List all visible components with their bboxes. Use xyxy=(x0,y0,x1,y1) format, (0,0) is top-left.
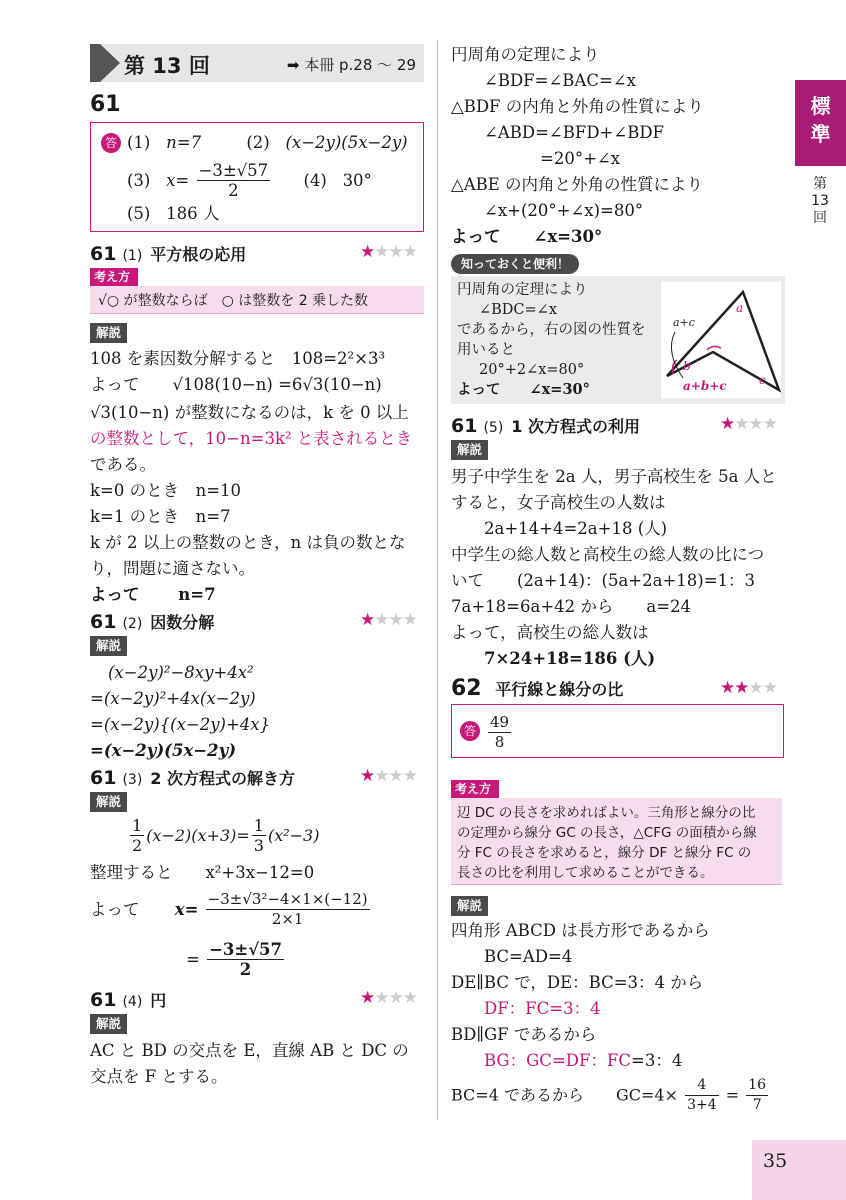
header-lead-block xyxy=(90,44,100,82)
solution-line: すると，女子高校生の人数は xyxy=(451,493,666,512)
solution-line: の整数として，10−n=3k² と表されるとき xyxy=(90,429,413,448)
equation-text: = xyxy=(186,950,200,969)
section-title: 平行線と線分の比 xyxy=(495,680,624,699)
answer-mark: 答 xyxy=(460,721,480,741)
solution-line: BC=AD=4 xyxy=(484,947,573,966)
kaisetsu-label: 解説 xyxy=(90,323,127,343)
section-number: 61 xyxy=(90,989,117,1011)
answer-box-61 xyxy=(90,122,424,232)
hint-band xyxy=(90,286,424,314)
solution-line: =(x−2y){(x−2y)+4x} xyxy=(90,715,271,734)
fraction-denominator: 2 xyxy=(132,836,143,855)
section-title: 円 xyxy=(150,991,167,1010)
solution-line xyxy=(451,1076,770,1115)
hint-band xyxy=(451,798,782,885)
answer-mark: 答 xyxy=(101,133,121,153)
section-61-1-heading xyxy=(90,242,246,265)
level-tab-text: 標 準 xyxy=(810,94,831,146)
equation-text: (x−2)(x+3)= xyxy=(146,826,250,845)
answer-line-1 xyxy=(127,132,408,154)
solution-line: ∠x+(20°+∠x)=80° xyxy=(484,201,644,220)
difficulty-stars: ★★★★ xyxy=(360,988,417,1008)
solution-line: ∠ABD=∠BFD+∠BDF xyxy=(484,123,665,142)
page-number: 35 xyxy=(763,1150,788,1172)
answer-line-3 xyxy=(127,203,219,225)
difficulty-stars: ★★★★ xyxy=(360,610,417,630)
tips-badge: 知っておくと便利！ xyxy=(451,254,579,274)
solution-text: よって xyxy=(90,900,140,919)
equation-line xyxy=(128,816,319,855)
answer-label: (3) xyxy=(127,171,151,190)
section-title: 因数分解 xyxy=(150,613,215,632)
answer-box-62 xyxy=(451,704,784,758)
difficulty-stars: ★★★★ xyxy=(360,766,417,786)
answer-1: n=7 xyxy=(166,133,202,152)
section-61-5-heading xyxy=(451,414,640,437)
solution-line xyxy=(90,402,409,424)
solution-line: 2a+14+4=2a+18 (人) xyxy=(484,519,668,538)
section-part: (1) xyxy=(122,248,143,264)
answer-label: (4) xyxy=(303,171,327,190)
answer-line-2 xyxy=(127,161,372,200)
section-61-2-heading xyxy=(90,610,214,633)
hint-text: 長さの比を利用して求めることができる。 xyxy=(457,865,714,881)
solution-line: よって √108(10−n) =6√3(10−n) xyxy=(90,375,382,394)
equation-text: (x²−3) xyxy=(267,826,320,845)
section-number: 61 xyxy=(90,243,117,265)
solution-line: 108 を素因数分解すると 108=2²×3³ xyxy=(90,349,386,368)
section-number: 61 xyxy=(451,415,478,437)
solution-line: △ABE の内角と外角の性質により xyxy=(451,175,704,194)
solution-line: 交点を F とする。 xyxy=(90,1067,228,1086)
solution-conclusion: よって ∠x=30° xyxy=(451,227,603,246)
solution-line: DF：FC=3：4 xyxy=(484,999,601,1018)
kaisetsu-label: 解説 xyxy=(90,792,127,812)
tips-line: であるから，右の図の性質を xyxy=(457,322,646,338)
section-part: (3) xyxy=(122,772,143,788)
tips-line: 用いると xyxy=(457,342,515,358)
hint-text: 分 FC の長さを求めると，線分 DF と線分 FC の xyxy=(457,845,752,861)
fig-label-sum: a+b+c xyxy=(683,379,727,393)
solution-line: 四角形 ABCD は長方形であるから xyxy=(451,921,710,940)
tips-line: ∠BDC=∠x xyxy=(479,302,558,318)
solution-line: いて (2a+14)：(5a+2a+18)=1：3 xyxy=(451,571,756,590)
solution-line: k=0 のとき n=10 xyxy=(90,481,242,500)
fig-label-a: a xyxy=(736,301,744,315)
kangaekata-label: 考え方 xyxy=(90,268,138,286)
tips-line: 20°+2∠x=80° xyxy=(479,362,585,378)
answer-fraction-line xyxy=(486,713,513,752)
hint-text: 辺 DC の長さを求めればよい。三角形と線分の比 xyxy=(457,805,756,821)
solution-line: ∠BDF=∠BAC=∠x xyxy=(484,71,636,90)
solution-line: k=1 のとき n=7 xyxy=(90,507,231,526)
solution-line: (x−2y)²−8xy+4x² xyxy=(108,663,254,682)
kaisetsu-label: 解説 xyxy=(90,636,127,656)
fraction-numerator: −3±√57 xyxy=(209,940,283,959)
fraction-denominator: 7 xyxy=(752,1097,762,1113)
section-61-4-heading xyxy=(90,988,166,1011)
difficulty-stars: ★★★★ xyxy=(360,242,417,262)
section-61-3-heading xyxy=(90,766,295,789)
section-number: 61 xyxy=(90,611,117,633)
answer-label: (5) xyxy=(127,204,151,223)
fig-label-b: b xyxy=(683,359,691,373)
solution-text: √3(10−n) が整数になるのは，k を 0 以上 xyxy=(90,403,409,422)
section-title: 2 次方程式の解き方 xyxy=(150,769,296,788)
solution-line xyxy=(484,1050,682,1072)
kaisetsu-label: 解説 xyxy=(90,1014,127,1034)
solution-line: り，問題に適さない。 xyxy=(90,559,255,578)
kaisetsu-label: 解説 xyxy=(451,440,488,460)
solution-line: BD∥GF であるから xyxy=(451,1025,597,1044)
solution-line: k が 2 以上の整数のとき，n は負の数とな xyxy=(90,533,406,552)
question-62-heading xyxy=(451,676,623,701)
fraction-numerator: 49 xyxy=(490,713,510,731)
solution-conclusion: 7×24+18=186 (人) xyxy=(484,649,656,668)
round-title: 第 13 回 xyxy=(124,54,210,78)
section-part: (4) xyxy=(122,994,143,1010)
answer-2: (x−2y)(5x−2y) xyxy=(285,133,408,152)
tips-line: 円周角の定理により xyxy=(457,282,588,298)
fraction-denominator: 2 xyxy=(228,181,239,200)
fraction-numerator: 1 xyxy=(132,816,143,835)
solution-line: 円周角の定理により xyxy=(451,45,600,64)
fig-label-c: c xyxy=(759,373,766,387)
solution-conclusion: =(x−2y)(5x−2y) xyxy=(90,741,236,760)
solution-conclusion: よって n=7 xyxy=(90,585,216,604)
hint-text: √○ が整数ならば ○ は整数を 2 乗した数 xyxy=(98,293,369,309)
solution-line: AC と BD の交点を E，直線 AB と DC の xyxy=(90,1041,409,1060)
fraction-denominator: 8 xyxy=(494,733,505,751)
tips-box xyxy=(451,276,785,404)
column-divider xyxy=(437,40,438,1120)
answer-3-lhs: x= xyxy=(166,171,190,190)
fraction-numerator: 4 xyxy=(685,1076,719,1096)
solution-line: 男子中学生を 2a 人，男子高校生を 5a 人と xyxy=(451,467,777,486)
solution-line: 整理すると x²+3x−12=0 xyxy=(90,863,315,882)
section-title: 1 次方程式の利用 xyxy=(511,417,641,436)
round-header xyxy=(90,44,424,82)
fraction-denominator: 3+4 xyxy=(687,1097,717,1113)
question-number-62: 62 xyxy=(451,676,482,701)
section-title: 平方根の応用 xyxy=(150,245,247,264)
section-part: (5) xyxy=(483,420,504,436)
level-tab xyxy=(795,80,846,166)
fraction-numerator: 16 xyxy=(746,1076,768,1096)
fig-label-apc: a+c xyxy=(673,316,695,329)
equation-text: x= xyxy=(174,900,199,919)
solution-line: =20°+∠x xyxy=(540,149,621,168)
section-part: (2) xyxy=(122,616,143,632)
question-number-61: 61 xyxy=(90,92,121,117)
round-side-label: 第 13 回 xyxy=(811,176,829,226)
fraction-numerator: −3±√57 xyxy=(198,161,269,180)
fraction-denominator: 2 xyxy=(239,960,252,979)
solution-line: =(x−2y)²+4x(x−2y) xyxy=(90,689,256,708)
solution-line: 中学生の総人数と高校生の総人数の比につ xyxy=(451,545,765,564)
solution-line: △BDF の内角と外角の性質により xyxy=(451,97,704,116)
solution-line xyxy=(90,890,372,929)
solution-text: = xyxy=(725,1085,740,1105)
fraction-denominator: 2×1 xyxy=(271,910,304,928)
header-arrow-icon xyxy=(100,44,120,82)
solution-line: である。 xyxy=(90,455,156,474)
fraction-denominator: 3 xyxy=(253,836,264,855)
fraction-numerator: 1 xyxy=(253,816,264,835)
answer-4: 30° xyxy=(342,171,372,190)
textbook-reference: ➡ 本冊 p.28 ～ 29 xyxy=(286,56,416,74)
solution-text: BG：GC=DF：FC xyxy=(484,1051,631,1070)
answer-label: (1) xyxy=(127,133,151,152)
solution-conclusion xyxy=(186,940,286,979)
difficulty-stars: ★★★★ xyxy=(720,678,777,698)
kaisetsu-label: 解説 xyxy=(451,896,488,916)
difficulty-stars: ★★★★ xyxy=(720,414,777,434)
solution-line: よって，高校生の総人数は xyxy=(451,623,649,642)
answer-label: (2) xyxy=(246,133,270,152)
answer-5: 186 人 xyxy=(166,204,220,223)
kangaekata-label: 考え方 xyxy=(451,780,499,798)
hint-text: の定理から線分 GC の長さ，△CFG の面積から線 xyxy=(457,825,757,841)
section-number: 61 xyxy=(90,767,117,789)
solution-line: DE∥BC で，DE：BC=3：4 から xyxy=(451,973,704,992)
fraction-numerator: −3±√3²−4×1×(−12) xyxy=(207,890,368,908)
tips-line: よって ∠x=30° xyxy=(457,381,590,398)
solution-line: 7a+18=6a+42 から a=24 xyxy=(451,597,692,616)
dart-figure xyxy=(661,282,781,398)
solution-text: BC=4 であるから GC=4× xyxy=(451,1085,678,1105)
answer-3-fraction xyxy=(197,161,271,200)
solution-text: =3：4 xyxy=(631,1051,683,1070)
